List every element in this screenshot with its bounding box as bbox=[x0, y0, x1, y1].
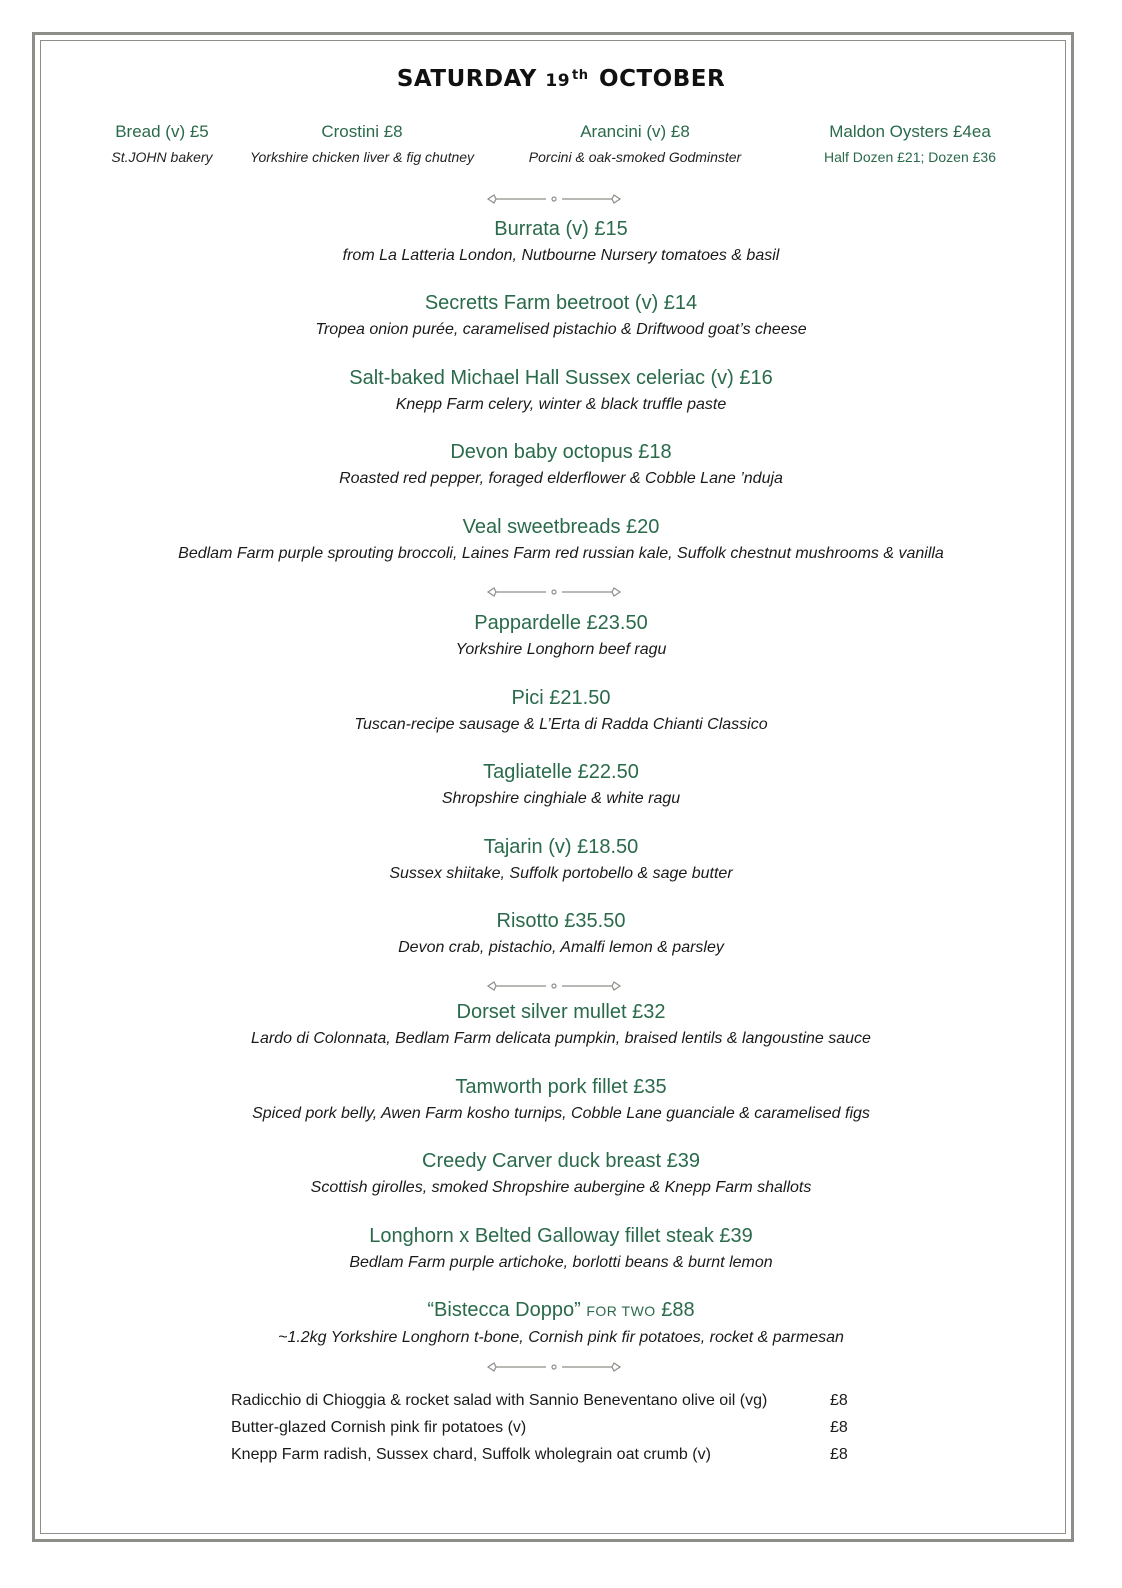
fleuron-divider-icon bbox=[484, 192, 624, 206]
menu-dish bbox=[40, 833, 1082, 887]
snack-desc: St.JOHN bakery bbox=[111, 149, 213, 165]
bistecca-price: £88 bbox=[661, 1299, 695, 1321]
menu-dish bbox=[40, 609, 1082, 663]
dish-name: Pici £21.50 bbox=[511, 687, 611, 709]
dish-name: Veal sweetbreads £20 bbox=[462, 516, 660, 538]
dish-name: Devon baby octopus £18 bbox=[450, 441, 672, 463]
title-date-suffix: th bbox=[572, 68, 589, 83]
dish-desc: Sussex shiitake, Suffolk portobello & sage butter bbox=[389, 865, 733, 882]
fleuron-divider-icon bbox=[484, 585, 624, 599]
sides-list bbox=[231, 1392, 871, 1473]
dish-desc: Spiced pork belly, Awen Farm kosho turnips, Cobble Lane guanciale & caramelised figs bbox=[252, 1105, 870, 1122]
dish-desc: Tropea onion purée, caramelised pistachio & Driftwood goat’s cheese bbox=[315, 321, 807, 338]
dish-name: Creedy Carver duck breast £39 bbox=[422, 1150, 700, 1172]
dish-name: Secretts Farm beetroot (v) £14 bbox=[424, 292, 698, 314]
snack-item bbox=[800, 120, 1020, 170]
menu-dish bbox=[40, 1222, 1082, 1276]
side-price: £8 bbox=[830, 1446, 848, 1463]
dish-desc: ~1.2kg Yorkshire Longhorn t-bone, Cornish pink fir potatoes, rocket & parmesan bbox=[278, 1329, 844, 1346]
snack-item bbox=[102, 120, 222, 170]
snack-name: Crostini £8 bbox=[321, 122, 403, 141]
dish-name: Longhorn x Belted Galloway fillet steak £39 bbox=[369, 1225, 753, 1247]
dish-desc: Shropshire cinghiale & white ragu bbox=[441, 790, 681, 807]
menu-dish bbox=[40, 289, 1082, 343]
fleuron-divider-icon bbox=[484, 979, 624, 993]
side-price: £8 bbox=[830, 1419, 848, 1436]
dish-desc: Lardo di Colonnata, Bedlam Farm delicata pumpkin, braised lentils & langoustine sauce bbox=[251, 1030, 871, 1047]
menu-dish bbox=[40, 1147, 1082, 1201]
list-item bbox=[231, 1446, 871, 1473]
dish-name: Dorset silver mullet £32 bbox=[456, 1001, 666, 1023]
title-date-number: 19 bbox=[545, 71, 571, 91]
dish-desc: Bedlam Farm purple artichoke, borlotti beans & burnt lemon bbox=[349, 1254, 773, 1271]
list-item bbox=[231, 1392, 871, 1419]
snack-desc: Porcini & oak-smoked Godminster bbox=[528, 149, 742, 165]
fleuron-divider-icon bbox=[484, 1360, 624, 1374]
snack-name: Maldon Oysters £4ea bbox=[829, 122, 991, 141]
menu-dish bbox=[40, 1073, 1082, 1127]
dish-desc: from La Latteria London, Nutbourne Nursery tomatoes & basil bbox=[342, 247, 780, 264]
bistecca-dish bbox=[40, 1296, 1082, 1351]
menu-dish bbox=[40, 758, 1082, 812]
dish-name: Tagliatelle £22.50 bbox=[483, 761, 639, 783]
dish-desc: Devon crab, pistachio, Amalfi lemon & parsley bbox=[398, 939, 724, 956]
dish-name: Risotto £35.50 bbox=[496, 910, 626, 932]
snack-desc: Yorkshire chicken liver & fig chutney bbox=[249, 149, 475, 165]
menu-dish bbox=[40, 684, 1082, 738]
side-price: £8 bbox=[830, 1392, 848, 1409]
title-month: OCTOBER bbox=[599, 66, 726, 92]
snack-name: Arancini (v) £8 bbox=[580, 122, 690, 141]
dish-name: Tamworth pork fillet £35 bbox=[455, 1076, 667, 1098]
snack-item bbox=[520, 120, 750, 170]
snack-desc: Half Dozen £21; Dozen £36 bbox=[824, 149, 996, 165]
dish-desc: Knepp Farm celery, winter & black truffle paste bbox=[395, 396, 727, 413]
dish-desc: Tuscan-recipe sausage & L’Erta di Radda Chianti Classico bbox=[354, 716, 768, 733]
dish-desc: Yorkshire Longhorn beef ragu bbox=[455, 641, 667, 658]
dish-name: Tajarin (v) £18.50 bbox=[483, 836, 639, 858]
side-label: Knepp Farm radish, Sussex chard, Suffolk wholegrain oat crumb (v) bbox=[231, 1446, 711, 1463]
menu-dish bbox=[40, 438, 1082, 492]
dish-desc: Scottish girolles, smoked Shropshire aubergine & Knepp Farm shallots bbox=[310, 1179, 812, 1196]
snack-name: Bread (v) £5 bbox=[115, 122, 209, 141]
menu-date-title bbox=[0, 66, 1122, 92]
menu-dish bbox=[40, 215, 1082, 269]
menu-dish bbox=[40, 998, 1082, 1052]
for-two-label: FOR TWO bbox=[586, 1303, 656, 1319]
dish-desc: Roasted red pepper, foraged elderflower & Cobble Lane ’nduja bbox=[339, 470, 783, 487]
menu-dish bbox=[40, 513, 1082, 567]
list-item bbox=[231, 1419, 871, 1446]
side-label: Butter-glazed Cornish pink fir potatoes (v) bbox=[231, 1419, 527, 1436]
bistecca-name: “Bistecca Doppo” bbox=[427, 1299, 581, 1321]
snack-item bbox=[242, 120, 482, 170]
dish-name bbox=[40, 1296, 1082, 1325]
dish-name: Salt-baked Michael Hall Sussex celeriac (v) £16 bbox=[349, 367, 773, 389]
dish-name: Burrata (v) £15 bbox=[494, 218, 628, 240]
menu-dish bbox=[40, 907, 1082, 961]
title-day: SATURDAY bbox=[396, 66, 537, 92]
dish-name: Pappardelle £23.50 bbox=[474, 612, 648, 634]
side-label: Radicchio di Chioggia & rocket salad with Sannio Beneventano olive oil (vg) bbox=[231, 1392, 768, 1409]
dish-desc: Bedlam Farm purple sprouting broccoli, Laines Farm red russian kale, Suffolk chestnut mushrooms & vanilla bbox=[178, 545, 944, 562]
menu-dish bbox=[40, 364, 1082, 418]
